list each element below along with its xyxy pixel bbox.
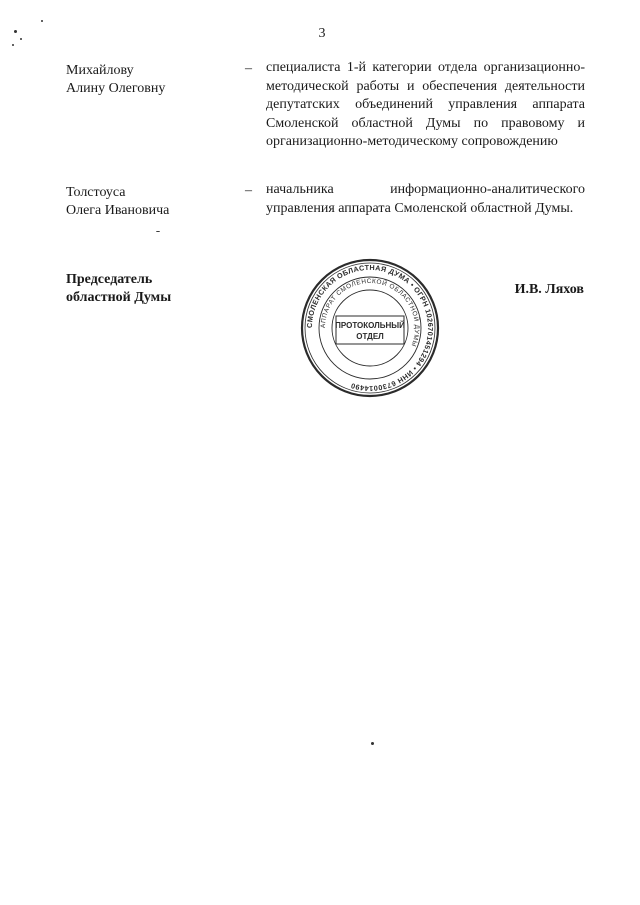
entry-name-tolstous	[66, 184, 226, 220]
official-seal	[300, 258, 440, 398]
entry-dash: –	[245, 183, 252, 198]
scan-speck	[371, 742, 374, 745]
signatory-title	[66, 271, 171, 307]
entry-name-line1: Толстоуса	[66, 185, 126, 200]
entry-dash: –	[245, 61, 252, 76]
signatory-title-line2: областной Думы	[66, 290, 172, 305]
entry-description-tolstous: начальника информационно-аналитического управления аппарата Смоленской областной Думы.	[266, 182, 585, 216]
signatory-name: И.В. Ляхов	[514, 282, 584, 297]
seal-center-line1: ПРОТОКОЛЬНЫЙ	[335, 321, 405, 330]
scan-speck	[20, 38, 22, 40]
scan-speck	[156, 231, 160, 232]
entry-name-line2: Алину Олеговну	[66, 81, 166, 96]
page-number: 3	[318, 26, 326, 41]
scan-speck	[41, 20, 43, 22]
seal-center-line2: ОТДЕЛ	[356, 332, 384, 341]
entry-name-line2: Олега Ивановича	[66, 203, 170, 218]
signatory-title-line1: Председатель	[66, 272, 153, 287]
entry-description-mikhailova: специалиста 1-й категории отдела организационно-методической работы и обеспечения деятельности депутатских объединений управления аппарата Смоленской областной Думы по правовому и организационно-методическому сопровождению	[266, 60, 585, 149]
scan-speck	[14, 30, 17, 33]
seal-ring-text: СМОЛЕНСКАЯ ОБЛАСТНАЯ ДУМА • ОГРН 1026701451294 • ИНН 6730014490	[304, 262, 436, 394]
seal-inner-ring-text: АППАРАТ СМОЛЕНСКОЙ ОБЛАСТНОЙ ДУМЫ	[319, 277, 421, 348]
scan-speck	[12, 44, 14, 46]
entry-name-line1: Михайлову	[66, 63, 134, 78]
entry-name-mikhailova	[66, 62, 226, 98]
